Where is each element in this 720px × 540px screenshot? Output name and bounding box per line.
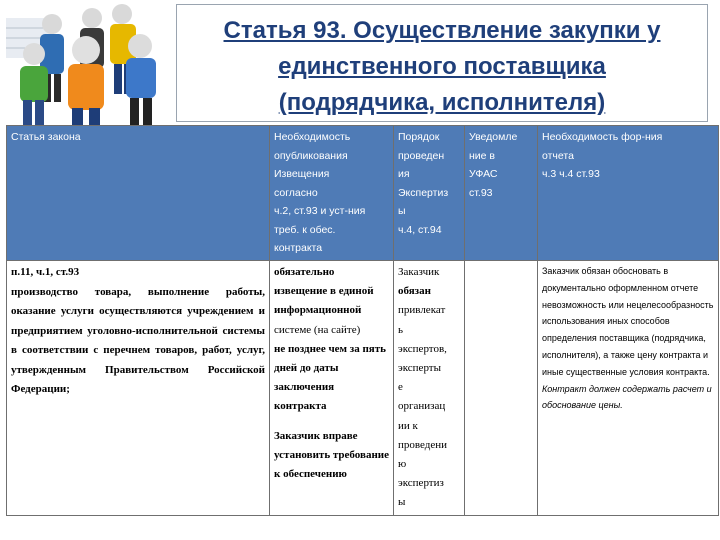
table-header-row: [7, 126, 719, 261]
business-people-icon: [0, 0, 180, 128]
cell-publication: [270, 261, 394, 516]
header-law-article: Статья закона: [7, 126, 270, 261]
cell-expertise: [394, 261, 465, 516]
header-fas-notification: Уведомле ние в УФАС ст.93: [465, 126, 538, 261]
publication-deadline: не позднее чем за пять дней до даты заключения контракта: [274, 342, 386, 413]
report-text: Заказчик обязан обосновать в документально оформленном отчете невозможность или нецелесообразность использования иных способов определения поставщика (подрядчика, исполнителя), а также цену контракта и иные существенные условия контракта.: [542, 266, 714, 377]
expertise-customer: Заказчик: [398, 266, 440, 278]
header-report-need: Необходимость фор-ния отчета ч.3 ч.4 ст.93: [538, 126, 719, 261]
report-contract-note: Контракт должен содержать расчет и обоснование цены.: [542, 383, 712, 411]
cell-notification: [465, 261, 538, 516]
publication-site: системе (на сайте): [274, 323, 361, 336]
cell-report: [538, 261, 719, 516]
business-people-illustration: [0, 0, 180, 128]
title-line-2: единственного поставщика: [278, 53, 606, 80]
header-expertise-order: Порядок проведен ия Экспертиз ы ч.4, ст.94: [394, 126, 465, 261]
title-line-1: Статья 93. Осуществление закупки у: [223, 17, 661, 44]
title-line-3: (подрядчика, исполнителя): [278, 89, 606, 116]
title-box: [176, 4, 708, 122]
expertise-text: привлекат ь экспертов, эксперты е организац ии к проведени ю экспертиз ы: [398, 304, 448, 509]
table-row: [7, 261, 719, 516]
header-publication-need: Необходимость опубликования Извещения согласно ч.2, ст.93 и уст-ния треб. к обес. контракта: [270, 126, 394, 261]
page-title: [177, 13, 707, 121]
procurement-table: [6, 125, 719, 516]
expertise-obliged: обязан: [398, 285, 431, 298]
publication-security: Заказчик вправе установить требование к обеспечению: [274, 429, 390, 481]
publication-mandatory: обязательно: [274, 266, 335, 278]
cell-law-text: п.11, ч.1, ст.93 производство товара, выполнение работы, оказание услуги осуществляются учреждением и предприятием уголовно-исполнительной системы в соответствии с перечнем товаров, работ, услуг, утвержденным Правительством Российской Федерации;: [7, 261, 270, 516]
publication-where: извещение в единой информационной: [274, 285, 374, 317]
